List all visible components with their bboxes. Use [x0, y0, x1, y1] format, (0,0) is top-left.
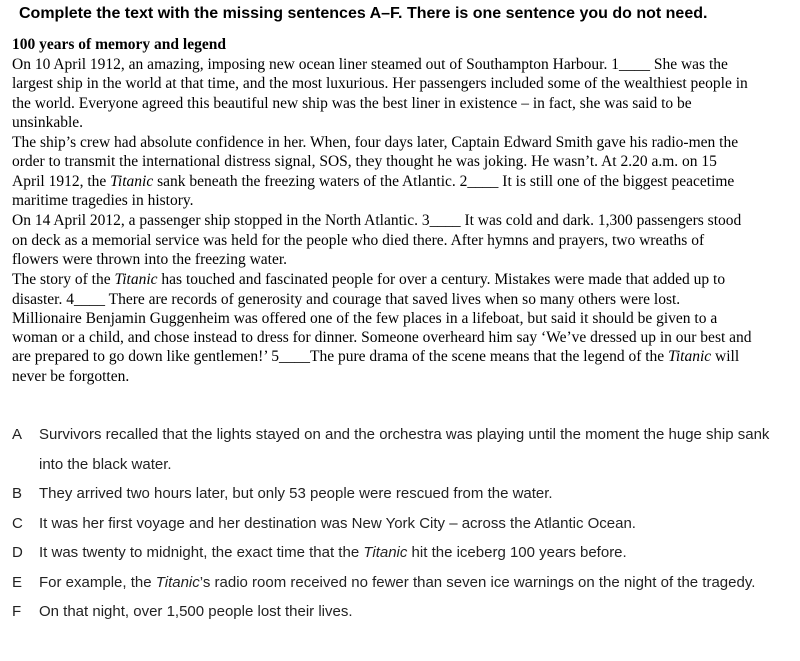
option-text-pre: It was twenty to midnight, the exact time that the: [39, 544, 364, 561]
paragraph-3: [12, 211, 752, 269]
option-text-post: ’s radio room received no fewer than seven ice warnings on the night of the tragedy.: [199, 573, 756, 591]
paragraph-4-text-a: The story of the: [12, 271, 115, 289]
titanic-italic: Titanic: [668, 348, 712, 366]
gap-3: 3____: [421, 212, 461, 230]
paragraph-4-text-e: will never be forgotten.: [12, 348, 740, 385]
gap-2: 2____: [459, 172, 499, 190]
paragraph-2-text-a: The ship’s crew had absolute confidence in her. When, four days later, Captain Edward Smith gave his radio-men the order to transmit the international distress signal, SOS, they thought he was joking. He wasn’t. At 2.20 a.m. on 15 April 1912, the: [12, 134, 739, 190]
paragraph-1-text-b: She was the largest ship in the world at that time, and the most luxurious. Her passengers included some of the wealthiest people in the world. Everyone agreed this beautiful new ship was the best liner in existence – in fact, she was said to be unsinkable.: [12, 56, 748, 131]
option-letter: D: [12, 544, 23, 561]
option-letter: C: [12, 514, 23, 532]
paragraph-2-text-b: sank beneath the freezing waters of the Atlantic.: [153, 172, 460, 190]
paragraph-1-text-a: On 10 April 1912, an amazing, imposing new ocean liner steamed out of Southampton Harbour.: [12, 56, 612, 73]
option-text: It was her first voyage and her destination was New York City – across the Atlantic Ocean.: [39, 514, 636, 532]
option-c: [12, 509, 772, 539]
gap-4: 4____: [66, 290, 105, 308]
paragraph-4-text-c: There are records of generosity and courage that saved lives when so many others were lost. Millionaire Benjamin Guggenheim was offered one of the few places in a lifeboat, but said it should be given to a woman or a child, and chose instead to dress for dinner. Someone overheard him say ‘We’ve dressed up in our best and are prepared to go down like gentlemen!’: [12, 290, 752, 366]
passage: [12, 35, 752, 387]
option-text-post: hit the iceberg 100 years before.: [407, 544, 627, 561]
option-d: [12, 538, 772, 568]
titanic-italic: Titanic: [114, 271, 158, 289]
option-text: On that night, over 1,500 people lost their lives.: [39, 603, 353, 620]
paragraph-2-text-c: It is still one of the biggest peacetime maritime tragedies in history.: [12, 172, 735, 210]
titanic-italic: Titanic: [110, 172, 154, 190]
option-b: [12, 479, 772, 509]
paragraph-2: [12, 133, 752, 210]
gap-1: 1____: [611, 56, 650, 73]
option-text-pre: For example, the: [39, 573, 156, 591]
option-text: They arrived two hours later, but only 53 people were rescued from the water.: [39, 485, 553, 502]
answer-options: [12, 420, 772, 627]
instruction: Complete the text with the missing sentences A–F. There is one sentence you do not need.: [19, 5, 708, 22]
option-letter: E: [12, 573, 23, 591]
paragraph-3-text-a: On 14 April 2012, a passenger ship stopped in the North Atlantic.: [12, 212, 422, 230]
passage-title: 100 years of memory and legend: [12, 36, 226, 53]
option-a: [12, 420, 772, 479]
option-text: Survivors recalled that the lights stayed on and the orchestra was playing until the moment the huge ship sank into the black water.: [39, 426, 770, 473]
option-f: [12, 597, 772, 627]
paragraph-1: [12, 55, 752, 132]
option-text: [39, 568, 772, 598]
paragraph-4-text-b: has touched and fascinated people for over a century. Mistakes were made that added up to disaster.: [12, 271, 726, 308]
option-letter: A: [12, 426, 23, 443]
titanic-italic: Titanic: [155, 573, 200, 591]
option-letter: F: [12, 603, 22, 620]
option-text: [39, 538, 772, 568]
paragraph-4-text-d: The pure drama of the scene means that the legend of the: [309, 348, 669, 366]
option-letter: B: [12, 485, 23, 502]
option-e: [12, 568, 772, 598]
paragraph-4: [12, 270, 752, 386]
gap-5: 5____: [271, 348, 310, 366]
titanic-italic: Titanic: [363, 544, 408, 561]
paragraph-3-text-b: It was cold and dark. 1,300 passengers stood on deck as a memorial service was held for the people who died there. After hymns and prayers, two wreaths of flowers were thrown into the freezing water.: [12, 212, 742, 268]
